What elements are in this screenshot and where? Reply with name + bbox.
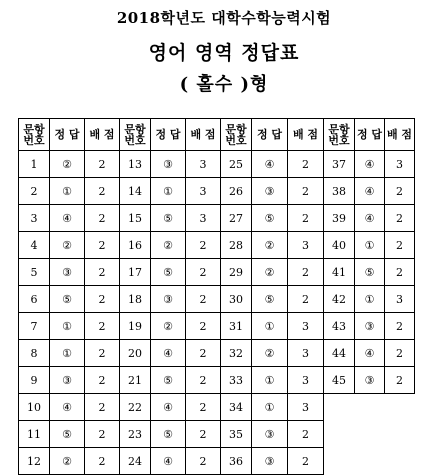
question-number-cell: 26 — [221, 178, 252, 205]
score-cell: 2 — [288, 151, 324, 178]
score-cell: 2 — [385, 259, 415, 286]
score-cell: 3 — [385, 151, 415, 178]
table-row — [19, 286, 415, 313]
table-row — [19, 178, 415, 205]
question-number-cell: 17 — [120, 259, 151, 286]
answer-cell: ② — [252, 232, 288, 259]
question-number-cell: 19 — [120, 313, 151, 340]
score-cell: 3 — [288, 367, 324, 394]
question-number-cell: 27 — [221, 205, 252, 232]
empty-cell — [385, 448, 415, 475]
answer-cell: ① — [50, 178, 85, 205]
form-type: ( 홀수 )형 — [179, 74, 269, 95]
answer-cell: ④ — [151, 394, 186, 421]
answer-cell: ③ — [50, 367, 85, 394]
score-cell: 2 — [186, 286, 221, 313]
question-number-header: 문항 번호 — [324, 119, 355, 151]
score-header: 배 점 — [85, 119, 120, 151]
answer-header: 정 답 — [151, 119, 186, 151]
table-row — [19, 367, 415, 394]
question-number-cell: 13 — [120, 151, 151, 178]
question-number-header: 문항 번호 — [120, 119, 151, 151]
answer-cell: ④ — [151, 448, 186, 475]
answer-table-body — [19, 151, 415, 475]
question-number-cell: 9 — [19, 367, 50, 394]
answer-cell: ① — [151, 178, 186, 205]
question-number-cell: 2 — [19, 178, 50, 205]
score-cell: 2 — [85, 205, 120, 232]
empty-cell — [355, 394, 385, 421]
score-cell: 2 — [288, 205, 324, 232]
score-cell: 2 — [288, 178, 324, 205]
empty-cell — [385, 394, 415, 421]
score-cell: 2 — [186, 448, 221, 475]
answer-cell: ④ — [50, 394, 85, 421]
question-number-cell: 14 — [120, 178, 151, 205]
score-header: 배 점 — [288, 119, 324, 151]
question-number-cell: 20 — [120, 340, 151, 367]
question-number-cell: 44 — [324, 340, 355, 367]
score-cell: 2 — [85, 232, 120, 259]
score-cell: 2 — [85, 313, 120, 340]
question-number-cell: 16 — [120, 232, 151, 259]
answer-cell: ④ — [355, 340, 385, 367]
question-number-cell: 37 — [324, 151, 355, 178]
table-row — [19, 448, 415, 475]
empty-cell — [385, 421, 415, 448]
table-row — [19, 232, 415, 259]
question-number-cell: 28 — [221, 232, 252, 259]
score-cell: 2 — [288, 421, 324, 448]
answer-cell: ⑤ — [151, 205, 186, 232]
score-cell: 2 — [186, 340, 221, 367]
question-number-cell: 31 — [221, 313, 252, 340]
question-number-cell: 33 — [221, 367, 252, 394]
score-cell: 2 — [186, 367, 221, 394]
answer-cell: ③ — [252, 448, 288, 475]
question-number-cell: 18 — [120, 286, 151, 313]
answer-cell: ① — [355, 286, 385, 313]
answer-cell: ④ — [355, 205, 385, 232]
empty-cell — [324, 394, 355, 421]
score-cell: 2 — [85, 259, 120, 286]
score-cell: 2 — [288, 286, 324, 313]
score-cell: 3 — [186, 205, 221, 232]
answer-header: 정 답 — [355, 119, 385, 151]
answer-header: 정 답 — [50, 119, 85, 151]
answer-cell: ① — [355, 232, 385, 259]
answer-cell: ④ — [151, 340, 186, 367]
answer-cell: ⑤ — [252, 286, 288, 313]
question-number-cell: 7 — [19, 313, 50, 340]
answer-cell: ② — [50, 232, 85, 259]
question-number-cell: 30 — [221, 286, 252, 313]
answer-cell: ⑤ — [355, 259, 385, 286]
answer-table — [18, 118, 415, 475]
question-number-cell: 39 — [324, 205, 355, 232]
answer-cell: ⑤ — [151, 259, 186, 286]
table-row — [19, 340, 415, 367]
score-cell: 2 — [385, 205, 415, 232]
answer-cell: ① — [50, 340, 85, 367]
table-row — [19, 421, 415, 448]
answer-cell: ③ — [252, 178, 288, 205]
question-number-cell: 41 — [324, 259, 355, 286]
score-header: 배 점 — [186, 119, 221, 151]
score-cell: 2 — [85, 367, 120, 394]
answer-cell: ① — [50, 313, 85, 340]
question-number-cell: 12 — [19, 448, 50, 475]
score-header: 배 점 — [385, 119, 415, 151]
question-number-cell: 10 — [19, 394, 50, 421]
question-number-cell: 35 — [221, 421, 252, 448]
table-row — [19, 205, 415, 232]
score-cell: 2 — [186, 394, 221, 421]
score-cell: 3 — [288, 232, 324, 259]
score-cell: 2 — [288, 448, 324, 475]
score-cell: 3 — [186, 178, 221, 205]
answer-cell: ② — [50, 151, 85, 178]
question-number-cell: 6 — [19, 286, 50, 313]
answer-cell: ② — [50, 448, 85, 475]
score-cell: 3 — [288, 340, 324, 367]
table-row — [19, 313, 415, 340]
answer-cell: ④ — [355, 151, 385, 178]
table-row — [19, 394, 415, 421]
score-cell: 2 — [385, 340, 415, 367]
score-cell: 2 — [186, 259, 221, 286]
question-number-cell: 22 — [120, 394, 151, 421]
question-number-cell: 15 — [120, 205, 151, 232]
answer-cell: ③ — [355, 367, 385, 394]
exam-title: 2018학년도 대학수학능력시험 — [116, 9, 332, 27]
score-cell: 2 — [385, 367, 415, 394]
question-number-cell: 4 — [19, 232, 50, 259]
answer-cell: ① — [252, 313, 288, 340]
answer-cell: ③ — [151, 286, 186, 313]
answer-cell: ③ — [50, 259, 85, 286]
answer-cell: ④ — [355, 178, 385, 205]
score-cell: 2 — [85, 421, 120, 448]
score-cell: 3 — [288, 394, 324, 421]
question-number-header: 문항 번호 — [19, 119, 50, 151]
question-number-cell: 32 — [221, 340, 252, 367]
score-cell: 2 — [85, 340, 120, 367]
score-cell: 2 — [85, 448, 120, 475]
answer-cell: ③ — [355, 313, 385, 340]
table-row — [19, 259, 415, 286]
score-cell: 3 — [186, 151, 221, 178]
score-cell: 2 — [85, 286, 120, 313]
question-number-cell: 40 — [324, 232, 355, 259]
header-row — [19, 119, 415, 151]
question-number-cell: 3 — [19, 205, 50, 232]
answer-cell: ① — [252, 367, 288, 394]
score-cell: 3 — [288, 313, 324, 340]
question-number-cell: 11 — [19, 421, 50, 448]
question-number-cell: 36 — [221, 448, 252, 475]
answer-cell: ③ — [252, 421, 288, 448]
answer-cell: ⑤ — [151, 421, 186, 448]
score-cell: 3 — [385, 286, 415, 313]
question-number-header: 문항 번호 — [221, 119, 252, 151]
question-number-cell: 1 — [19, 151, 50, 178]
score-cell: 2 — [385, 232, 415, 259]
question-number-cell: 5 — [19, 259, 50, 286]
answer-cell: ④ — [252, 151, 288, 178]
answer-cell: ② — [151, 232, 186, 259]
question-number-cell: 42 — [324, 286, 355, 313]
answer-cell: ② — [151, 313, 186, 340]
question-number-cell: 23 — [120, 421, 151, 448]
table-row — [19, 151, 415, 178]
question-number-cell: 43 — [324, 313, 355, 340]
score-cell: 2 — [85, 151, 120, 178]
question-number-cell: 8 — [19, 340, 50, 367]
question-number-cell: 34 — [221, 394, 252, 421]
answer-header: 정 답 — [252, 119, 288, 151]
score-cell: 2 — [288, 259, 324, 286]
subject-title: 영어 영역 정답표 — [148, 42, 300, 64]
answer-cell: ③ — [151, 151, 186, 178]
score-cell: 2 — [85, 394, 120, 421]
answer-cell: ④ — [50, 205, 85, 232]
answer-cell: ⑤ — [252, 205, 288, 232]
empty-cell — [355, 421, 385, 448]
question-number-cell: 29 — [221, 259, 252, 286]
score-cell: 2 — [186, 313, 221, 340]
score-cell: 2 — [186, 421, 221, 448]
score-cell: 2 — [385, 313, 415, 340]
answer-cell: ⑤ — [50, 286, 85, 313]
score-cell: 2 — [85, 178, 120, 205]
score-cell: 2 — [385, 178, 415, 205]
empty-cell — [324, 448, 355, 475]
answer-cell: ⑤ — [151, 367, 186, 394]
answer-cell: ① — [252, 394, 288, 421]
question-number-cell: 45 — [324, 367, 355, 394]
empty-cell — [355, 448, 385, 475]
answer-cell: ② — [252, 259, 288, 286]
empty-cell — [324, 421, 355, 448]
question-number-cell: 21 — [120, 367, 151, 394]
answer-cell: ⑤ — [50, 421, 85, 448]
answer-cell: ② — [252, 340, 288, 367]
score-cell: 2 — [186, 232, 221, 259]
question-number-cell: 38 — [324, 178, 355, 205]
question-number-cell: 24 — [120, 448, 151, 475]
question-number-cell: 25 — [221, 151, 252, 178]
